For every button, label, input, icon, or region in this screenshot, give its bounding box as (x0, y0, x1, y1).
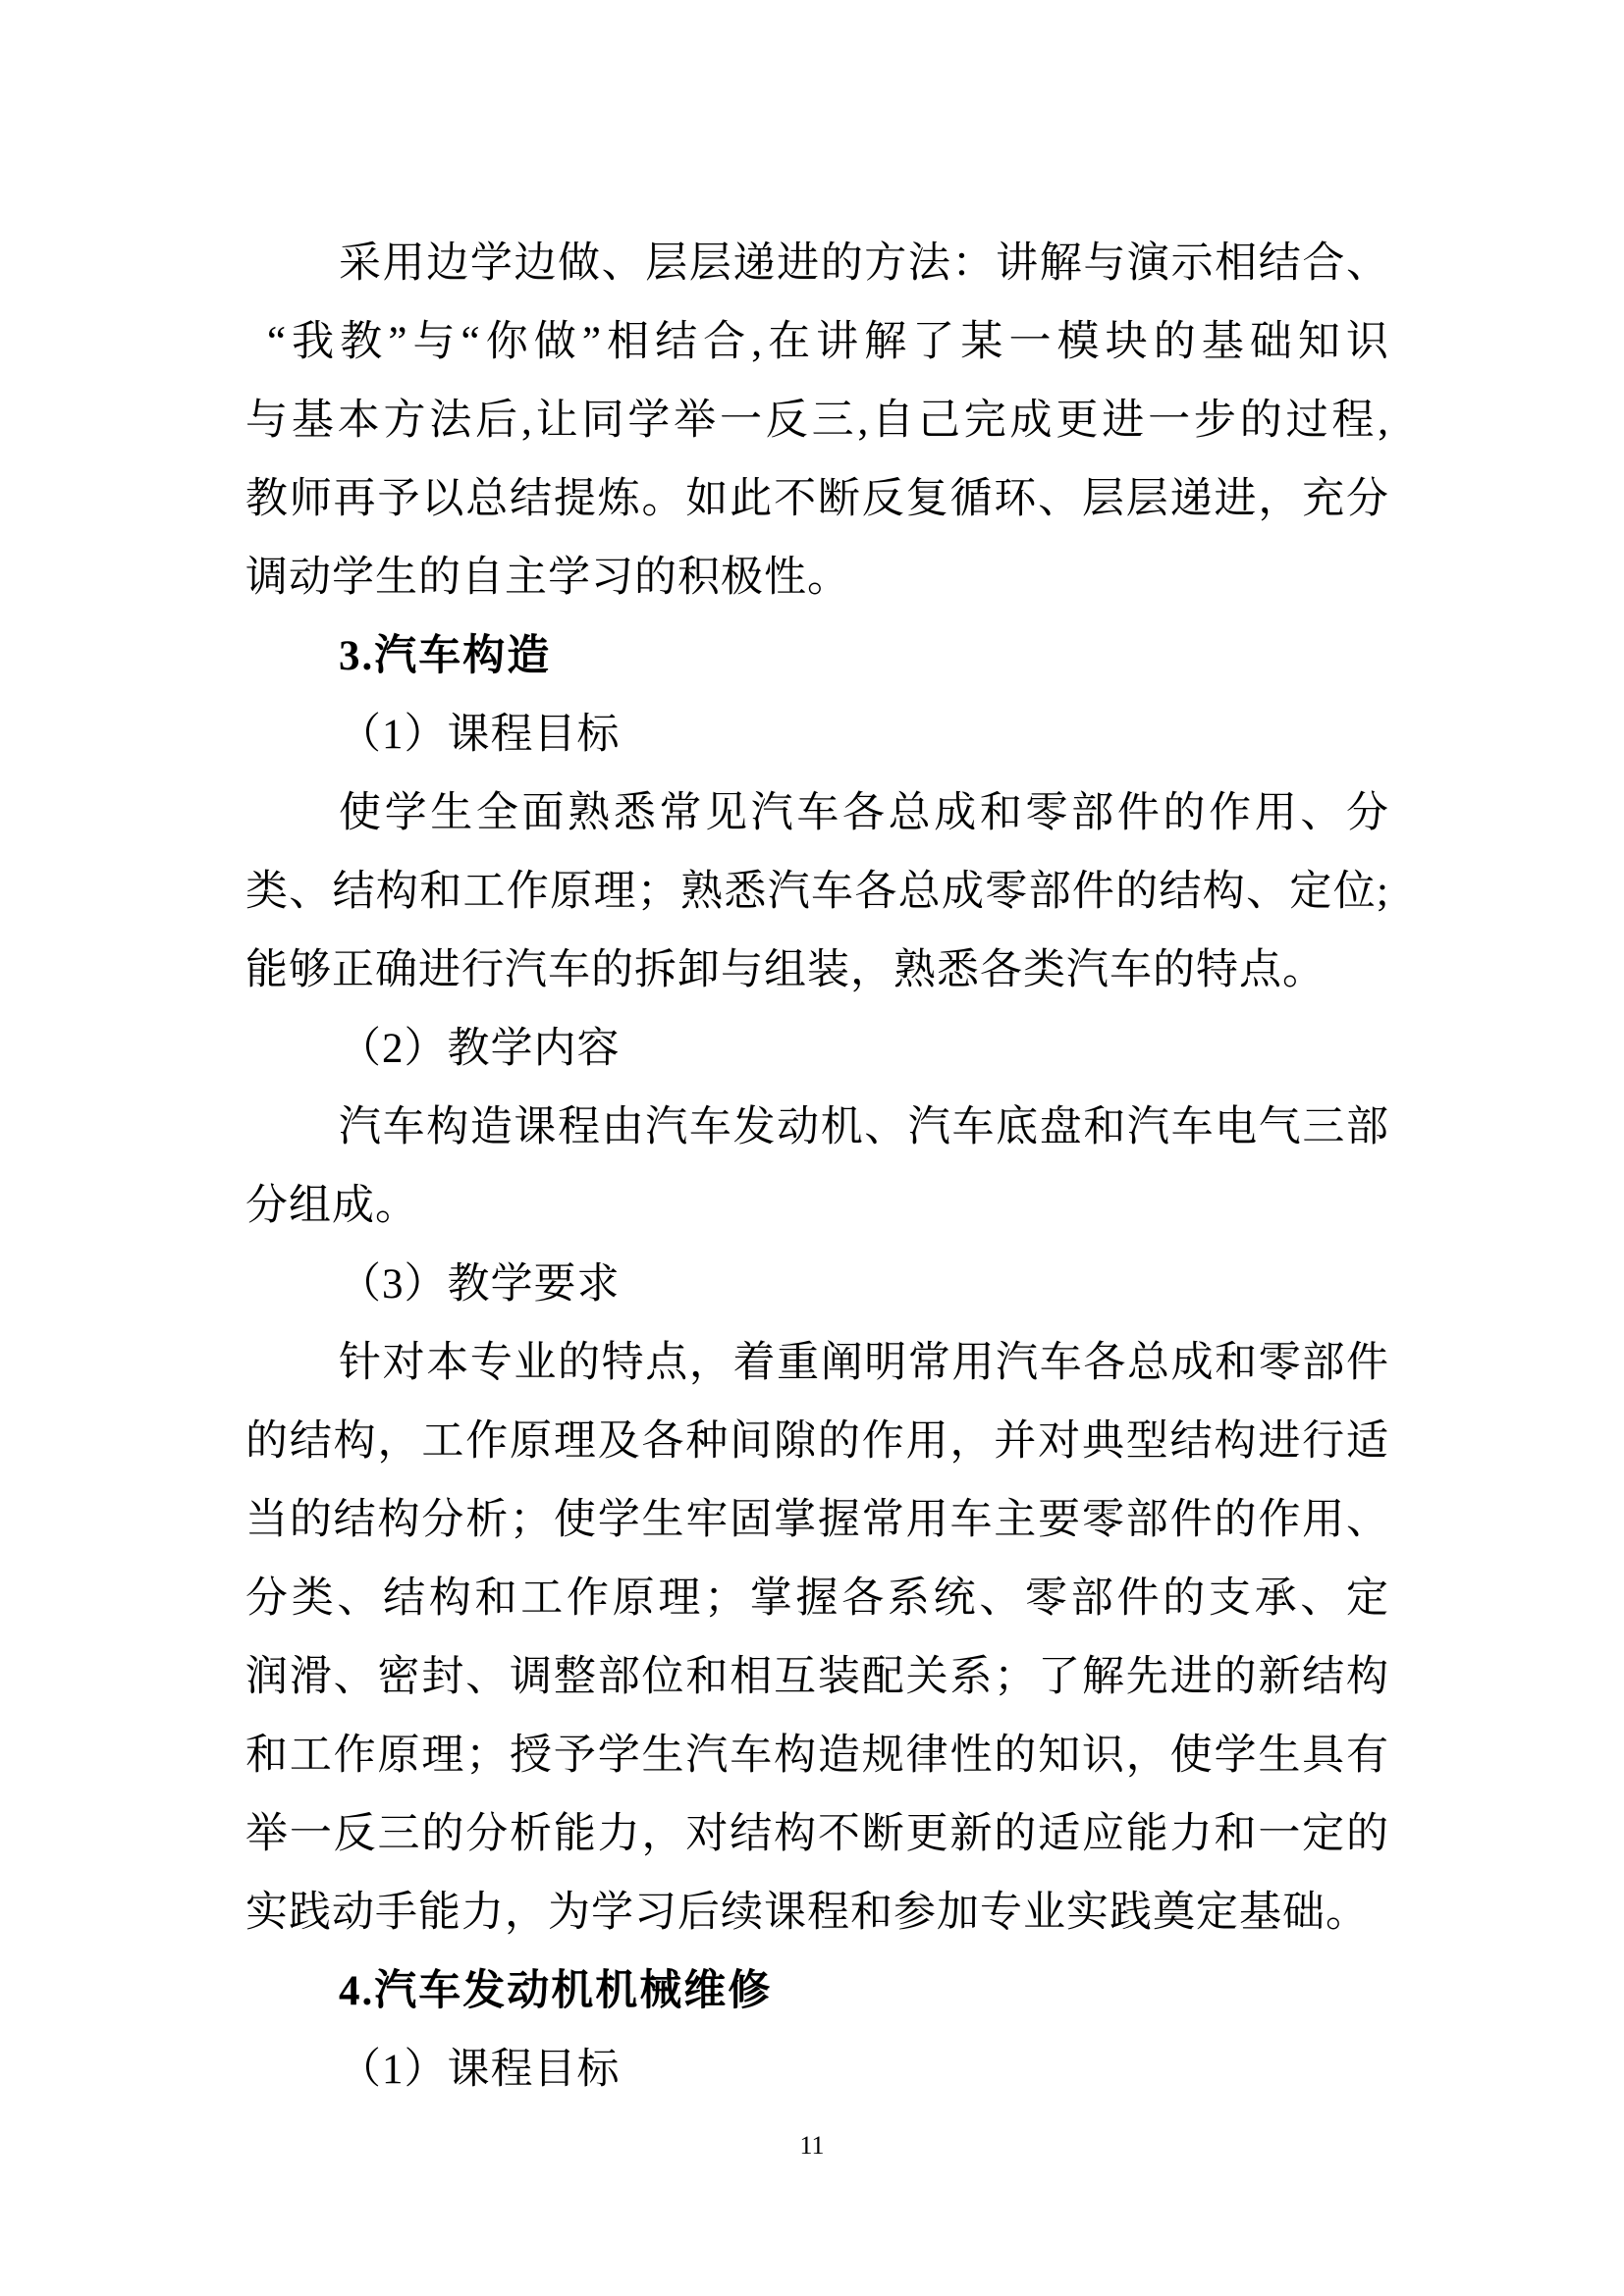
body-line: 当的结构分析；使学生牢固掌握常用车主要零部件的作用、 (245, 1497, 1389, 1543)
body-line: 的结构，工作原理及各种间隙的作用，并对典型结构进行适 (245, 1418, 1389, 1465)
section-heading: 4.汽车发动机机械维修 (339, 1968, 773, 2014)
body-line: 教师再予以总结提炼。如此不断反复循环、层层递进，充分 (245, 476, 1389, 522)
body-line: 使学生全面熟悉常见汽车各总成和零部件的作用、分 (339, 790, 1389, 836)
body-line: 润滑、密封、调整部位和相互装配关系；了解先进的新结构 (245, 1654, 1389, 1700)
section-heading: 3.汽车构造 (339, 633, 552, 679)
body-line: 能够正确进行汽车的拆卸与组装，熟悉各类汽车的特点。 (245, 947, 1326, 993)
list-item-line: （1）课程目标 (339, 2047, 621, 2093)
body-line: 举一反三的分析能力，对结构不断更新的适应能力和一定的 (245, 1811, 1389, 1857)
list-item-line: （1）课程目标 (339, 712, 621, 758)
body-line: 分组成。 (245, 1183, 418, 1229)
body-line: 与基本方法后,让同学举一反三,自己完成更进一步的过程, (245, 398, 1389, 444)
page-number: 11 (799, 2131, 825, 2160)
list-item-line: （3）教学要求 (339, 1261, 621, 1308)
body-line: 调动学生的自主学习的积极性。 (245, 555, 850, 601)
list-item-line: （2）教学内容 (339, 1026, 621, 1072)
body-line: 汽车构造课程由汽车发动机、汽车底盘和汽车电气三部 (339, 1104, 1389, 1150)
body-line: 和工作原理；授予学生汽车构造规律性的知识，使学生具有 (245, 1733, 1389, 1779)
body-line: 分类、结构和工作原理；掌握各系统、零部件的支承、定 (245, 1575, 1389, 1622)
body-line: 针对本专业的特点，着重阐明常用汽车各总成和零部件 (339, 1340, 1389, 1386)
body-line: 实践动手能力，为学习后续课程和参加专业实践奠定基础。 (245, 1890, 1369, 1936)
page-body (245, 225, 1389, 2109)
body-line: 采用边学边做、层层递进的方法：讲解与演示相结合、 (339, 240, 1389, 287)
body-line: “我教”与“你做”相结合,在讲解了某一模块的基础知识 (267, 319, 1389, 365)
body-line: 类、结构和工作原理；熟悉汽车各总成零部件的结构、定位; (245, 869, 1389, 915)
